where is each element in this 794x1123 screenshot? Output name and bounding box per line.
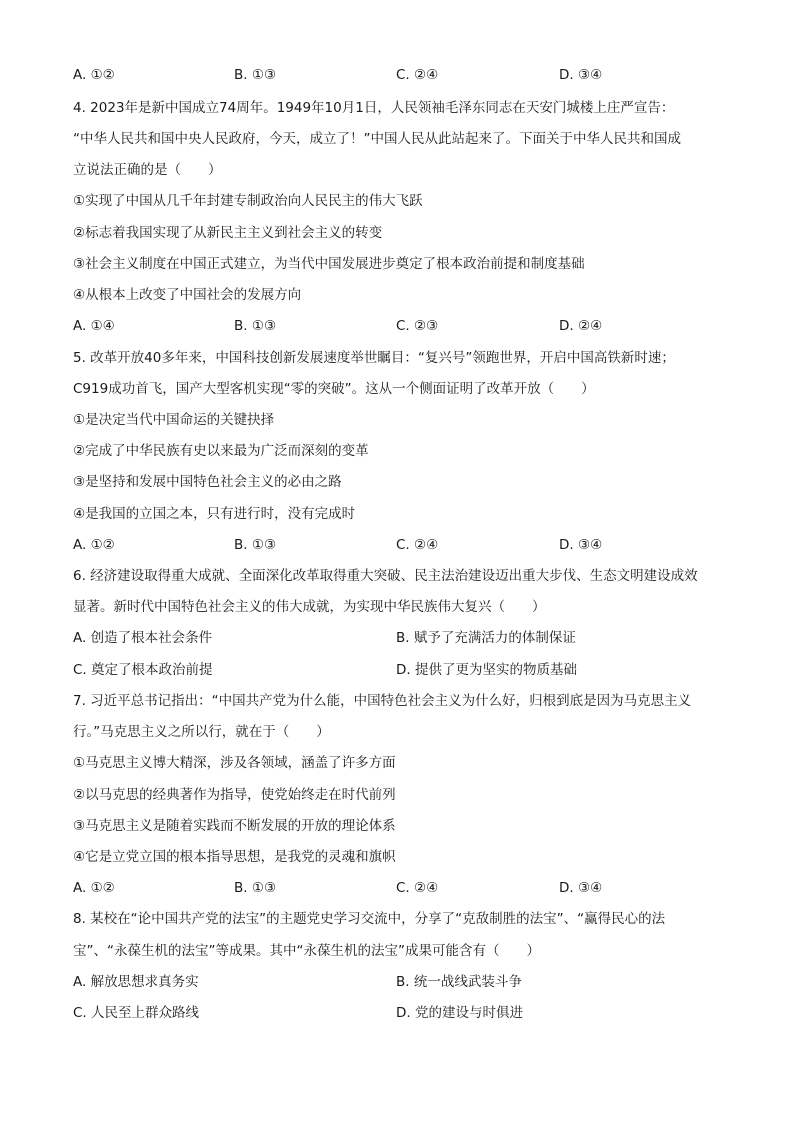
q5-options [73, 536, 733, 554]
q5-option-c: C. ②④ [396, 537, 439, 553]
q5-item-3: ③是坚持和发展中国特色社会主义的必由之路 [73, 474, 342, 490]
q4-item-3: ③社会主义制度在中国正式建立，为当代中国发展进步奠定了根本政治前提和制度基础 [73, 256, 585, 272]
q4-stem-line-2: “中华人民共和国中央人民政府，今天，成立了！”中国人民从此站起来了。下面关于中华人民共和国成 [73, 131, 681, 147]
q4-stem-line-3: 立说法正确的是（ ） [73, 162, 222, 178]
q3-option-d: D. ③④ [559, 67, 603, 83]
q6-options-row-2 [73, 661, 733, 679]
q6-stem-line-2: 显著。新时代中国特色社会主义的伟大成就，为实现中华民族伟大复兴（ ） [73, 599, 546, 615]
q7-stem-line-2: 行。”马克思主义之所以行，就在于（ ） [73, 724, 330, 740]
q8-option-d: D. 党的建设与时俱进 [396, 1005, 523, 1021]
q5-option-b: B. ①③ [234, 537, 277, 553]
q7-item-3: ③马克思主义是随着实践而不断发展的开放的理论体系 [73, 818, 396, 834]
q7-option-b: B. ①③ [234, 880, 277, 896]
q4-option-d: D. ②④ [559, 318, 603, 334]
q6-option-b: B. 赋予了充满活力的体制保证 [396, 630, 576, 646]
q7-option-a: A. ①② [73, 880, 115, 896]
q8-option-c: C. 人民至上群众路线 [73, 1005, 200, 1021]
q4-option-a: A. ①④ [73, 318, 115, 334]
q5-stem-line-2: C919成功首飞，国产大型客机实现“零的突破”。这从一个侧面证明了改革开放（ ） [73, 381, 595, 397]
q4-option-c: C. ②③ [396, 318, 439, 334]
q4-item-4: ④从根本上改变了中国社会的发展方向 [73, 287, 302, 303]
q8-option-b: B. 统一战线武装斗争 [396, 974, 522, 990]
q7-stem-line-1: 7. 习近平总书记指出：“中国共产党为什么能，中国特色社会主义为什么好，归根到底是因为马克思主义 [73, 693, 692, 709]
q5-stem-line-1: 5. 改革开放40多年来，中国科技创新发展速度举世瞩目：“复兴号”领跑世界，开启中国高铁新时速； [73, 350, 675, 366]
q5-item-2: ②完成了中华民族有史以来最为广泛而深刻的变革 [73, 443, 369, 459]
q7-item-4: ④它是立党立国的根本指导思想，是我党的灵魂和旗帜 [73, 849, 396, 865]
q3-option-a: A. ①② [73, 67, 115, 83]
q8-stem-line-1: 8. 某校在“论中国共产党的法宝”的主题党史学习交流中，分享了“克敌制胜的法宝”、“赢得民心的法 [73, 911, 666, 927]
q5-option-a: A. ①② [73, 537, 115, 553]
q3-option-c: C. ②④ [396, 67, 439, 83]
q6-option-c: C. 奠定了根本政治前提 [73, 662, 213, 678]
q7-option-d: D. ③④ [559, 880, 603, 896]
q6-stem-line-1: 6. 经济建设取得重大成就、全面深化改革取得重大突破、民主法治建设迈出重大步伐、生态文明建设成效 [73, 568, 698, 584]
q6-option-a: A. 创造了根本社会条件 [73, 630, 213, 646]
q8-options-row-2 [73, 1004, 733, 1022]
q8-stem-line-2: 宝”、“永葆生机的法宝”等成果。其中“永葆生机的法宝”成果可能含有（ ） [73, 943, 540, 959]
q4-item-1: ①实现了中国从几千年封建专制政治向人民民主的伟大飞跃 [73, 193, 423, 209]
q4-stem-line-1: 4. 2023年是新中国成立74周年。1949年10月1日，人民领袖毛泽东同志在天安门城楼上庄严宣告： [73, 100, 675, 116]
q8-option-a: A. 解放思想求真务实 [73, 974, 199, 990]
q3-option-b: B. ①③ [234, 67, 277, 83]
q5-item-4: ④是我国的立国之本，只有进行时，没有完成时 [73, 506, 356, 522]
q6-option-d: D. 提供了更为坚实的物质基础 [396, 662, 577, 678]
q7-options [73, 879, 733, 897]
q7-option-c: C. ②④ [396, 880, 439, 896]
q3-options [73, 66, 733, 84]
q8-options-row-1 [73, 973, 733, 991]
q6-options-row-1 [73, 629, 733, 647]
q4-item-2: ②标志着我国实现了从新民主主义到社会主义的转变 [73, 225, 383, 241]
q5-option-d: D. ③④ [559, 537, 603, 553]
q7-item-1: ①马克思主义博大精深，涉及各领域，涵盖了许多方面 [73, 755, 396, 771]
q5-item-1: ①是决定当代中国命运的关键抉择 [73, 412, 275, 428]
q4-options [73, 317, 733, 335]
q4-option-b: B. ①③ [234, 318, 277, 334]
q7-item-2: ②以马克思的经典著作为指导，使党始终走在时代前列 [73, 787, 396, 803]
